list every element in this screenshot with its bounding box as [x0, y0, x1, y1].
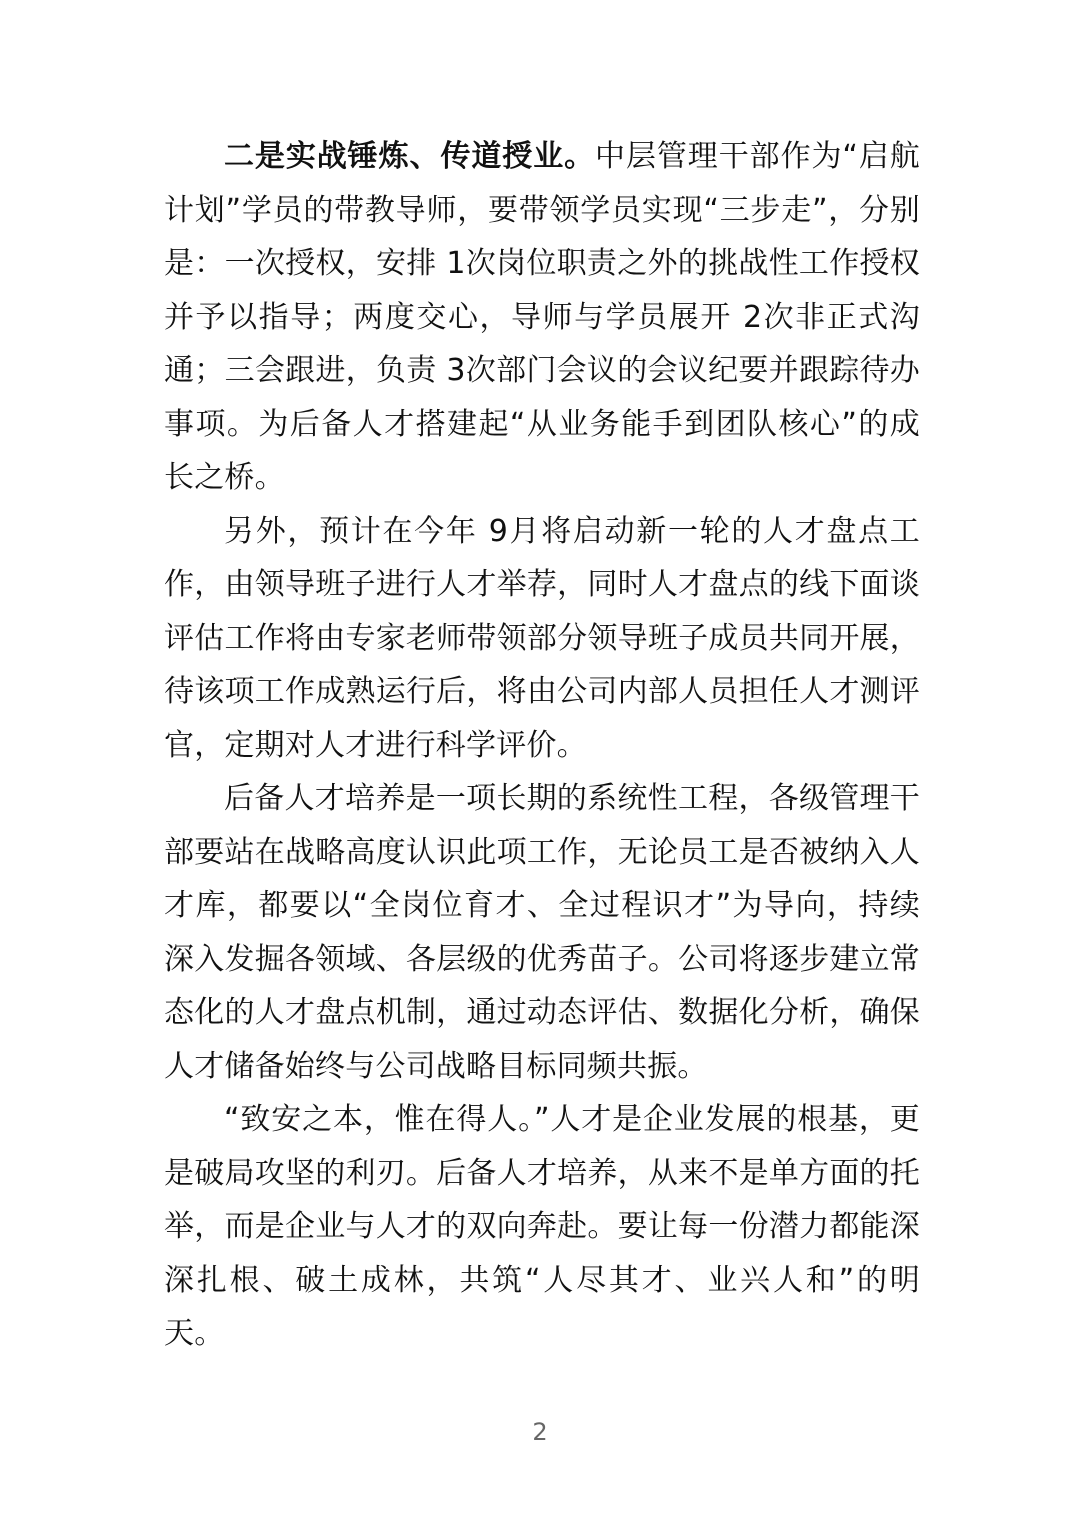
paragraph-practice-mentoring — [164, 130, 920, 505]
paragraph-text: 中层管理干部作为“启航计划”学员的带教导师，要带领学员实现“三步走”，分别是：一次授权，安排 1次岗位职责之外的挑战性工作授权并予以指导；两度交心，导师与学员展开 2次非正式沟通；三会跟进，负责 3次部门会议的会议纪要并跟踪待办事项。为后备人才搭建起“从业务能手到团队核心”的成长之桥。 — [164, 139, 920, 495]
paragraph-text: 另外，预计在今年 9月将启动新一轮的人才盘点工作，由领导班子进行人才举荐，同时人才盘点的线下面谈评估工作将由专家老师带领部分领导班子成员共同开展，待该项工作成熟运行后，将由公司内部人员担任人才测评官，定期对人才进行科学评价。 — [164, 513, 920, 763]
paragraph-talent-review — [164, 505, 920, 773]
paragraph-text: 后备人才培养是一项长期的系统性工程，各级管理干部要站在战略高度认识此项工作，无论员工是否被纳入人才库，都要以“全岗位育才、全过程识才”为导向，持续深入发掘各领域、各层级的优秀苗子。公司将逐步建立常态化的人才盘点机制，通过动态评估、数据化分析，确保人才储备始终与公司战略目标同频共振。 — [164, 781, 920, 1084]
paragraph-text: “致安之本，惟在得人。”人才是企业发展的根基，更是破局攻坚的利刃。后备人才培养，从来不是单方面的托举，而是企业与人才的双向奔赴。要让每一份潜力都能深深扎根、破土成林，共筑“人尽其才、业兴人和”的明天。 — [164, 1102, 920, 1351]
document-body — [164, 130, 920, 1361]
paragraph-systematic-project — [164, 772, 920, 1093]
paragraph-lead-bold: 二是实战锤炼、传道授业。 — [224, 139, 596, 174]
paragraph-conclusion — [164, 1093, 920, 1361]
page-number: 2 — [532, 1418, 548, 1446]
